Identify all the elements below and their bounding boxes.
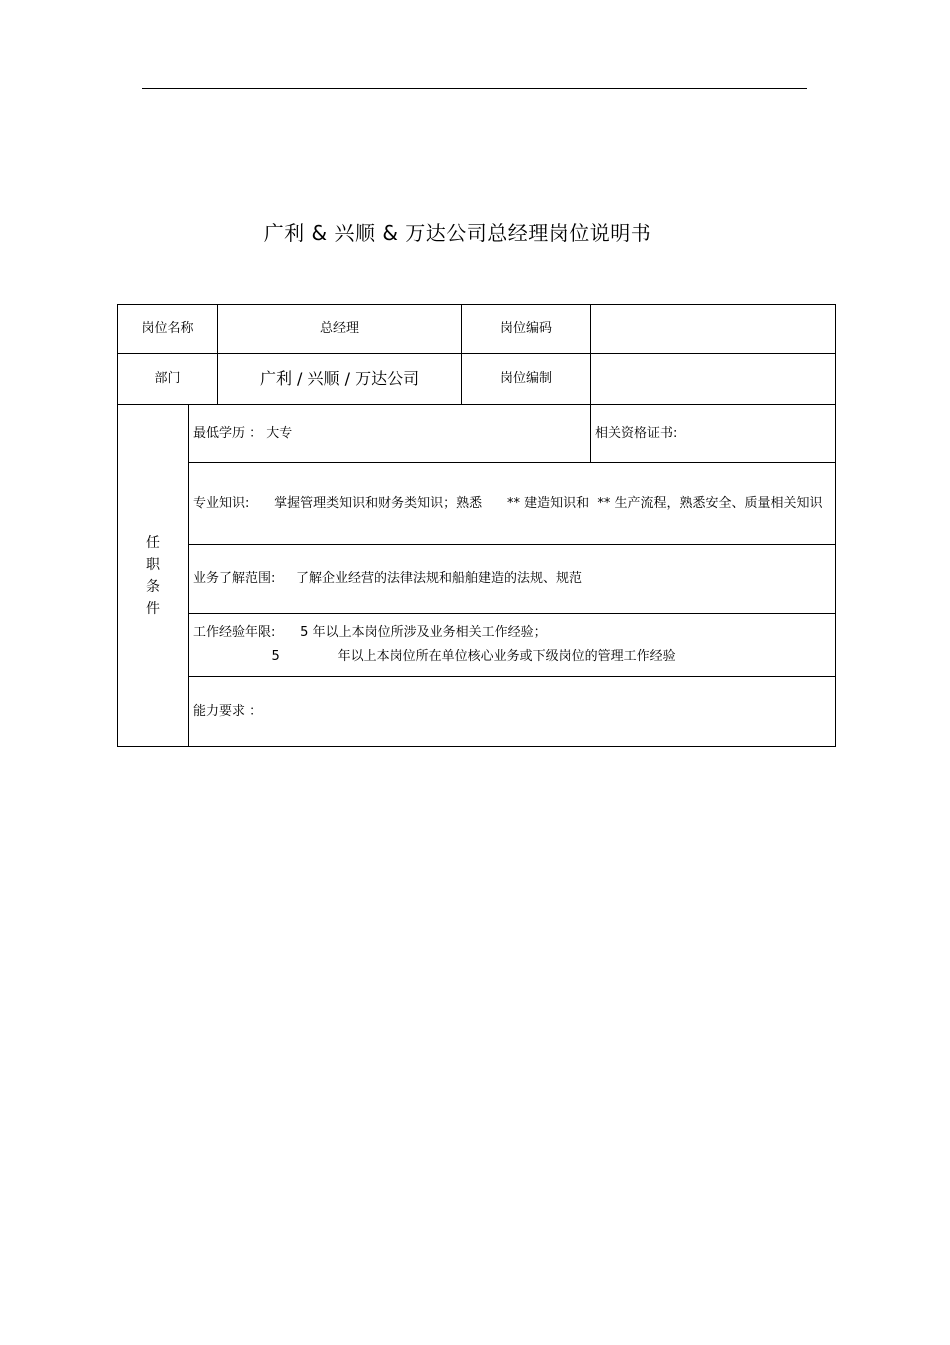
certificate-requirement: 相关资格证书: <box>591 405 836 463</box>
table-row <box>118 463 836 545</box>
ability-requirement: 能力要求 ： <box>189 677 836 747</box>
table-row <box>118 305 836 354</box>
table-row <box>118 614 836 677</box>
table-row <box>118 405 836 463</box>
table-row <box>118 354 836 405</box>
job-description-table <box>117 304 836 747</box>
education-requirement: 最低学历 ： 大专 <box>189 405 591 463</box>
experience-line-2: 5 年以上本岗位所在单位核心业务或下级岗位的管理工作经验 <box>193 649 676 664</box>
table-row <box>118 545 836 614</box>
staffing-value <box>591 354 836 405</box>
header-rule <box>142 88 807 89</box>
business-scope-requirement: 业务了解范围: 了解企业经营的法律法规和船舶建造的法规、规范 <box>189 545 836 614</box>
department-value: 广利 / 兴顺 / 万达公司 <box>218 354 462 405</box>
qualifications-section-label: 任职条件 <box>118 405 189 747</box>
department-label: 部门 <box>118 354 218 405</box>
experience-requirement <box>189 614 836 677</box>
document-title: 广利 & 兴顺 & 万达公司总经理岗位说明书 <box>263 221 652 245</box>
position-name-label: 岗位名称 <box>118 305 218 354</box>
position-code-value <box>591 305 836 354</box>
experience-line-1: 工作经验年限: 5 年以上本岗位所涉及业务相关工作经验； <box>193 625 547 640</box>
position-code-label: 岗位编码 <box>462 305 591 354</box>
position-name-value: 总经理 <box>218 305 462 354</box>
table-row <box>118 677 836 747</box>
knowledge-requirement: 专业知识: 掌握管理类知识和财务类知识；熟悉 ** 建造知识和 ** 生产流程，熟悉安全、质量相关知识 <box>189 463 836 545</box>
staffing-label: 岗位编制 <box>462 354 591 405</box>
